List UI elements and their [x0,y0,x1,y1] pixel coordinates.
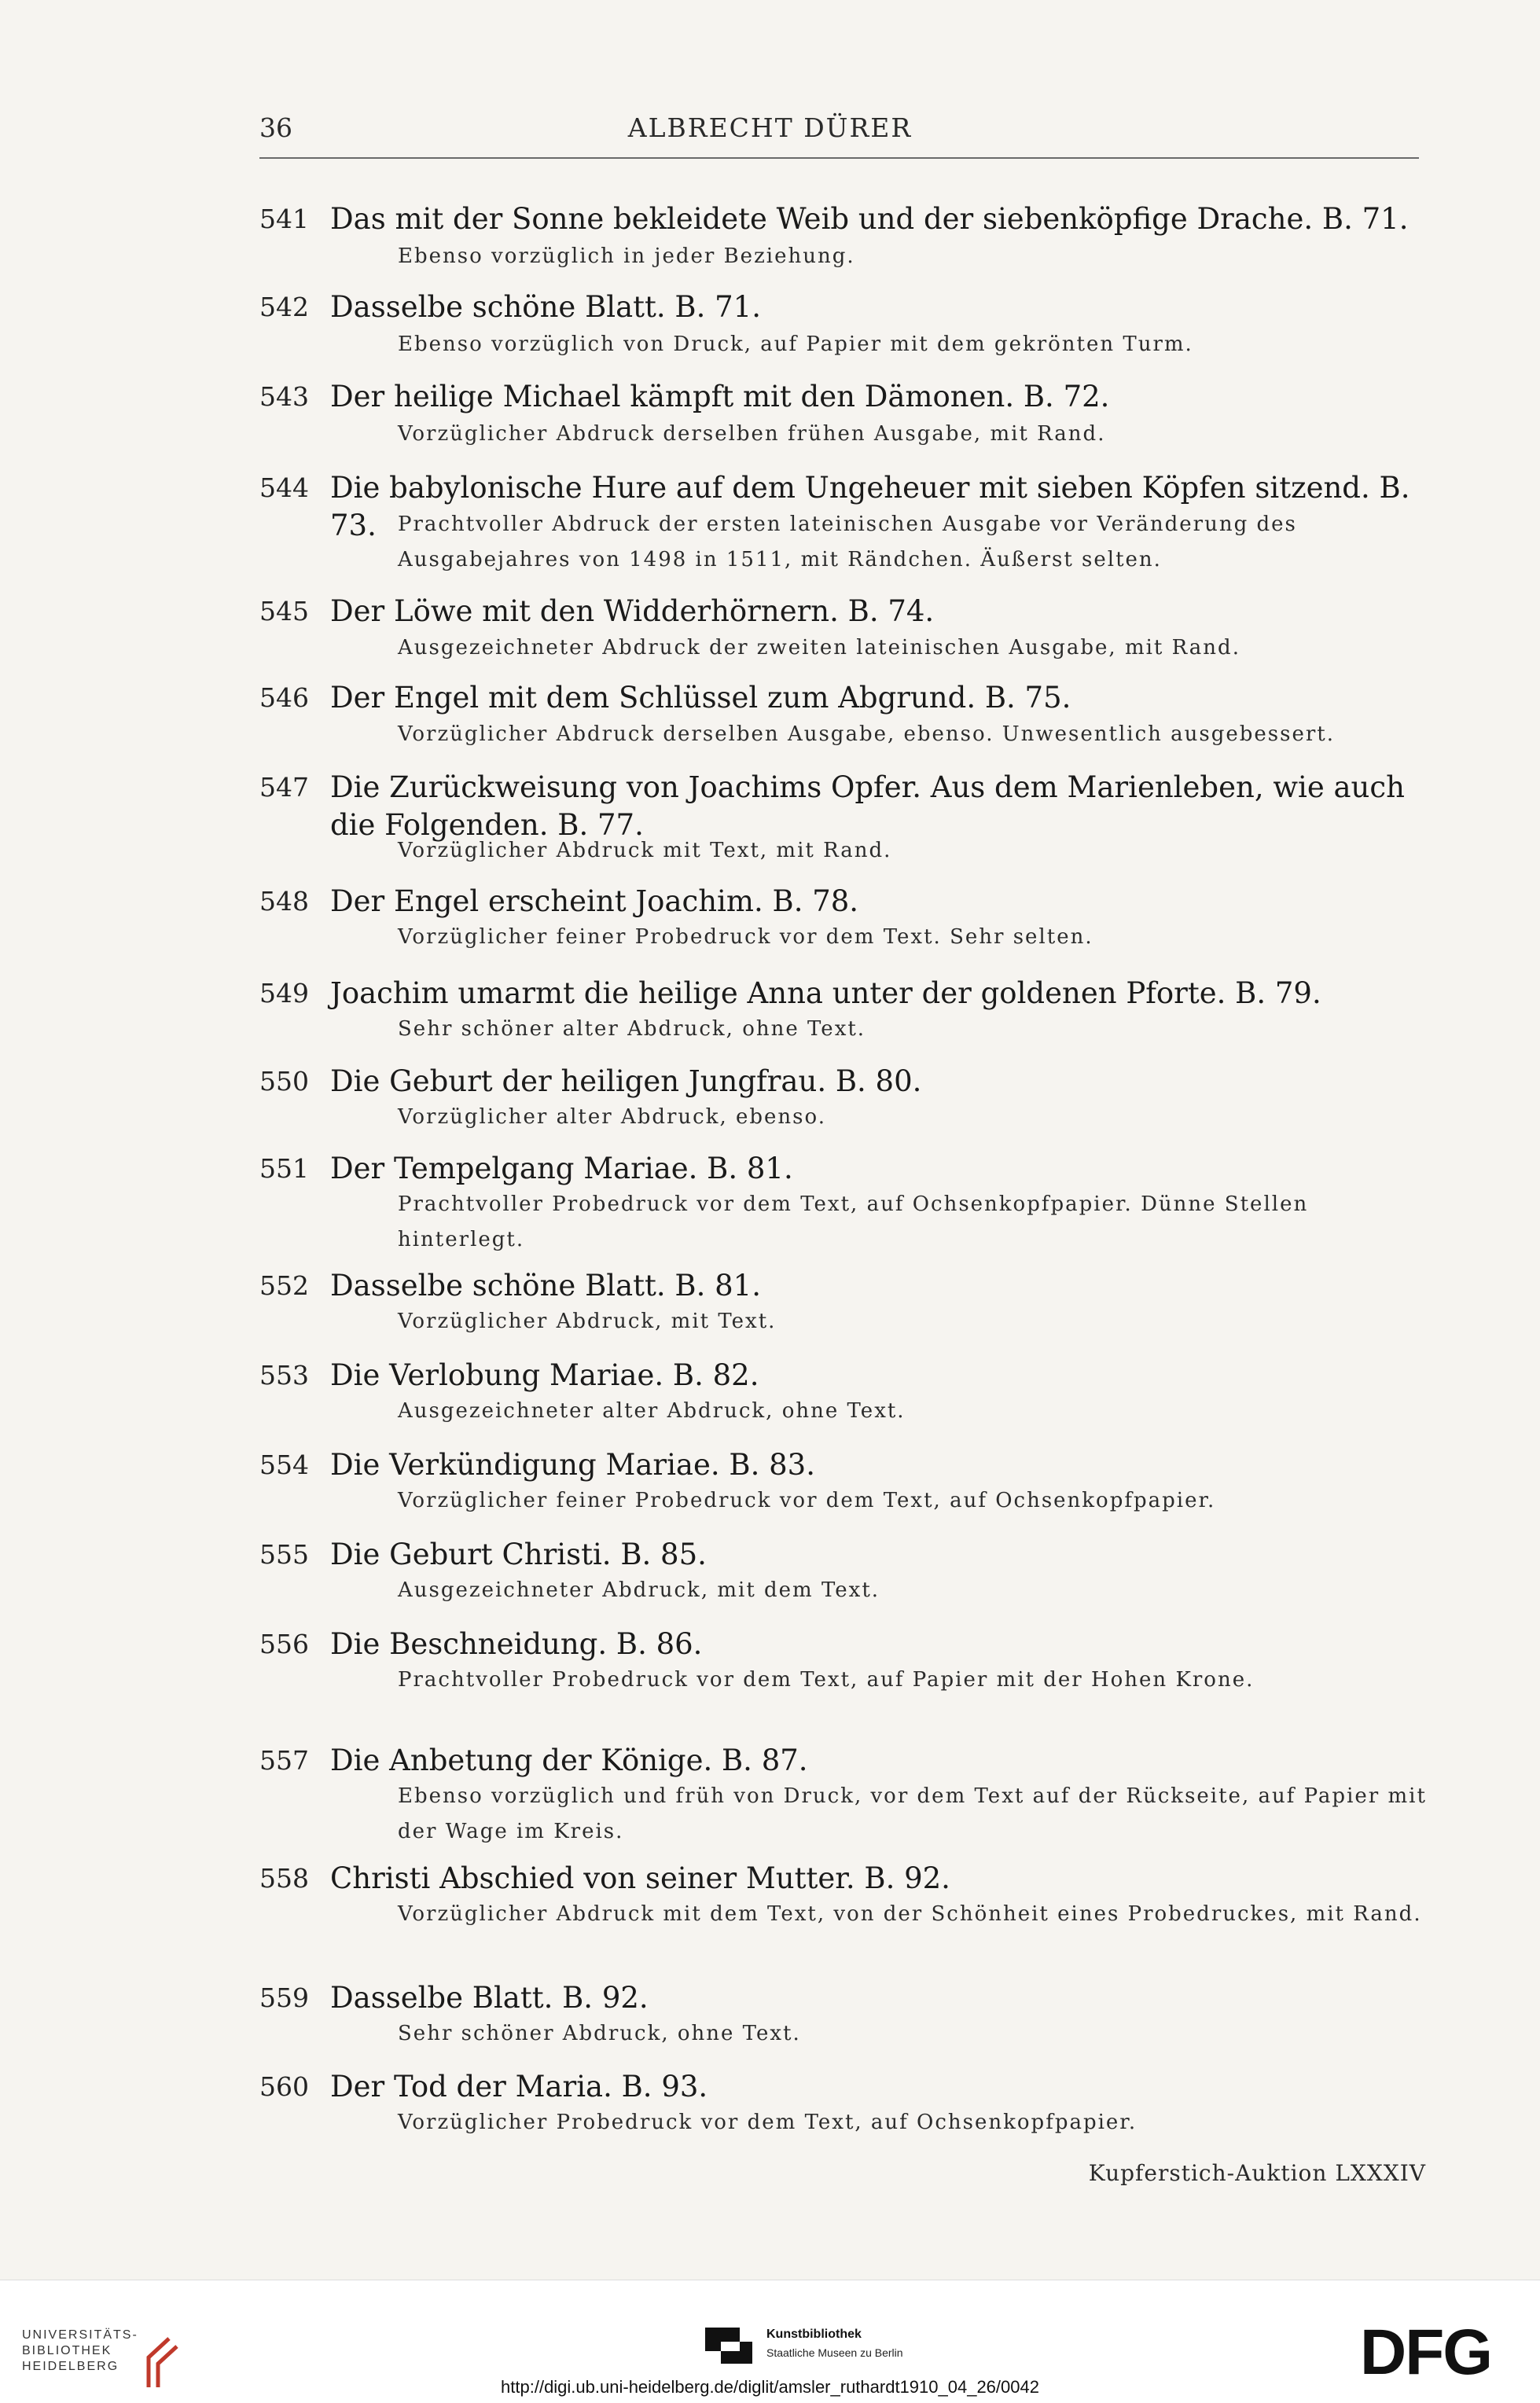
entry-number: 543 [259,381,309,412]
entry-title: Der Tempelgang Mariae. B. 81. [330,1152,793,1185]
entry-description: Vorzüglicher alter Abdruck, ebenso. [398,1105,826,1129]
entry-description: Sehr schöner alter Abdruck, ohne Text. [398,1017,866,1041]
entry-description: Prachtvoller Abdruck der ersten lateinischen Ausgabe vor Veränderung des Ausgabejahres von 1498 in 1511, mit Rändchen. Äußerst selten. [398,513,1297,571]
entry-description: Vorzüglicher feiner Probedruck vor dem Text. Sehr selten. [398,925,1093,949]
entry-description: Vorzüglicher Abdruck derselben frühen Ausgabe, mit Rand. [398,422,1106,446]
entry-description: Vorzüglicher Abdruck mit dem Text, von der Schönheit eines Probedruckes, mit Rand. [398,1902,1422,1926]
entry-number: 544 [259,472,309,503]
entry-number: 542 [259,292,309,322]
entry-title: Der Tod der Maria. B. 93. [330,2070,708,2104]
entry-number: 560 [259,2071,309,2102]
entry-title: Die Anbetung der Könige. B. 87. [330,1743,808,1777]
kunstbibliothek-name: Kunstbibliothek [766,2328,862,2341]
entry-title: Die Geburt der heiligen Jungfrau. B. 80. [330,1064,922,1098]
university-line: UNIVERSITÄTS- [22,2328,138,2342]
entry-number: 546 [259,682,309,713]
entry-description: Ebenso vorzüglich in jeder Beziehung. [398,244,855,268]
entry-number: 547 [259,772,309,803]
entry-title: Die Verlobung Mariae. B. 82. [330,1358,759,1392]
entry-description: Prachtvoller Probedruck vor dem Text, auf Papier mit der Hohen Krone. [398,1668,1255,1692]
entry-title: Christi Abschied von seiner Mutter. B. 92. [330,1861,950,1895]
entry-description: Vorzüglicher feiner Probedruck vor dem Text, auf Ochsenkopfpapier. [398,1489,1216,1512]
entry-number: 548 [259,886,309,917]
entry-title: Der Engel mit dem Schlüssel zum Abgrund. B. 75. [330,681,1071,715]
entry-description: Vorzüglicher Abdruck, mit Text. [398,1310,777,1333]
entry-title: Die Zurückweisung von Joachims Opfer. Aus dem Marienleben, wie auch die Folgenden. B. 77. [330,770,1405,842]
entry-description: Ausgezeichneter Abdruck der zweiten lateinischen Ausgabe, mit Rand. [398,636,1240,660]
entry-title: Dasselbe Blatt. B. 92. [330,1981,649,2015]
entry-title: Der Löwe mit den Widderhörnern. B. 74. [330,594,935,628]
entry-title: Der heilige Michael kämpft mit den Dämonen. B. 72. [330,380,1110,413]
entry-description: Ebenso vorzüglich von Druck, auf Papier mit dem gekrönten Turm. [398,333,1193,356]
kunstbibliothek-logo-icon [704,2326,754,2365]
auction-footnote: Kupferstich-Auktion LXXXIV [1088,2160,1426,2186]
entry-description: Vorzüglicher Abdruck mit Text, mit Rand. [398,839,892,862]
entry-description: Ebenso vorzüglich und früh von Druck, vor dem Text auf der Rückseite, auf Papier mit der Wage im Kreis. [398,1784,1427,1843]
entry-number: 550 [259,1066,309,1097]
entry-number: 556 [259,1629,309,1659]
entry-number: 557 [259,1745,309,1776]
entry-title: Der Engel erscheint Joachim. B. 78. [330,884,859,918]
entry-number: 551 [259,1153,309,1184]
entry-title: Die Beschneidung. B. 86. [330,1627,703,1661]
entry-number: 549 [259,978,309,1009]
entry-title: Die Verkündigung Mariae. B. 83. [330,1448,815,1482]
dfg-logo: DFG [1360,2317,1492,2388]
entry-description: Prachtvoller Probedruck vor dem Text, auf Ochsenkopfpapier. Dünne Stellen hinterlegt. [398,1192,1309,1251]
entry-description: Vorzüglicher Probedruck vor dem Text, auf Ochsenkopfpapier. [398,2111,1138,2134]
entry-description: Ausgezeichneter alter Abdruck, ohne Text. [398,1399,906,1423]
running-title: ALBRECHT DÜRER [627,112,913,143]
entry-description: Vorzüglicher Abdruck derselben Ausgabe, ebenso. Unwesentlich ausgebessert. [398,722,1336,746]
entry-number: 559 [259,1982,309,2013]
entry-description: Sehr schöner Abdruck, ohne Text. [398,2022,801,2045]
entry-title: Dasselbe schöne Blatt. B. 71. [330,290,761,324]
entry-number: 553 [259,1360,309,1391]
page-number: 36 [259,112,292,143]
entry-number: 545 [259,596,309,626]
entry-number: 541 [259,204,309,234]
entry-title: Die babylonische Hure auf dem Ungeheuer mit sieben Köpfen sitzend. B. 73. [330,471,1410,542]
entry-number: 555 [259,1539,309,1570]
permalink-url[interactable]: http://digi.ub.uni-heidelberg.de/diglit/amsler_ruthardt1910_04_26/0042 [501,2377,1039,2397]
entry-title: Das mit der Sonne bekleidete Weib und der siebenköpfige Drache. B. 71. [330,202,1409,236]
entry-title: Die Geburt Christi. B. 85. [330,1538,707,1571]
entry-number: 554 [259,1450,309,1480]
kunstbibliothek-subtitle: Staatliche Museen zu Berlin [766,2346,903,2359]
university-line: BIBLIOTHEK [22,2344,112,2357]
entry-title: Dasselbe schöne Blatt. B. 81. [330,1269,761,1303]
entry-title: Joachim umarmt die heilige Anna unter der goldenen Pforte. B. 79. [330,976,1321,1010]
university-line: HEIDELBERG [22,2360,119,2373]
entry-number: 558 [259,1863,309,1894]
entry-description: Ausgezeichneter Abdruck, mit dem Text. [398,1578,880,1602]
entry-number: 552 [259,1270,309,1301]
